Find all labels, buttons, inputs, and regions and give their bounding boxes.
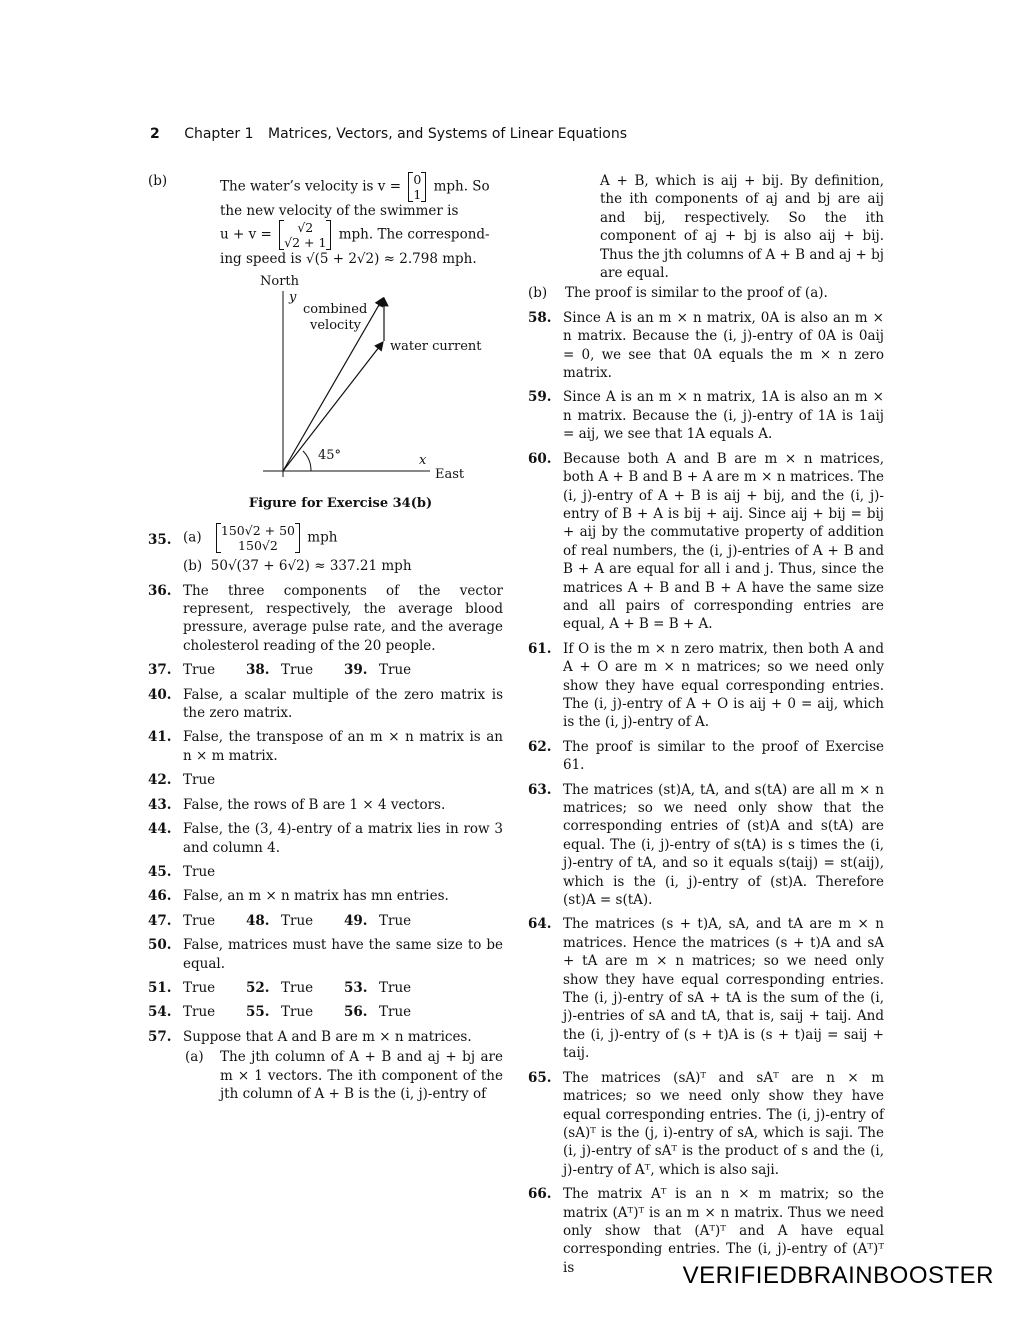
exercise-41: 41. False, the transpose of an m × n matrix is an n × m matrix. [148,729,503,764]
exercise-45: 45. True [148,863,216,880]
exercise-57a-continued: A + B, which is aij + bij. By definition, the ith components of aj and bj are aij and bij, respectively. So the ith component of aj + bj is also aij + bij. Thus the jth columns of A + B and aj + bj are equal. [600,173,884,282]
exercise-65: 65. The matrices (sA)ᵀ and sAᵀ are n × m matrices; so we need only show they have equal corresponding entries. The (i, j)-entry of (sA)ᵀ is the (j, i)-entry of sA, which is saji. The (i, j)-entry of sAᵀ is the product of s and the (i, j)-entry of Aᵀ, which is also saji. [528,1069,884,1178]
figure-caption: Figure for Exercise 34(b) [248,495,433,511]
exercise-57a: (a) The jth column of A + B and aj + bj are m × 1 vectors. The ith component of the jth column of A + B is the (i, j)-entry of [185,1049,503,1102]
exercise-57: 57. Suppose that A and B are m × n matrices. [148,1028,472,1045]
exercise-34b: (b) The water’s velocity is v = 0 1 mph. So the new velocity of the swimmer is u + v = √2 √2 + 1 mph. The correspond- ing speed is √(5 + 2√2) ≈ 2.798 mph. [148,172,490,268]
exercise-44: 44. False, the (3, 4)-entry of a matrix lies in row 3 and column 4. [148,821,503,856]
right-column [528,172,884,1283]
exercises-37-39: 37. True 38. True 39. True [148,662,412,679]
y-label: y [289,289,297,305]
exercise-59: 59. Since A is an m × n matrix, 1A is also an m × n matrix. Because the (i, j)-entry of 1A is 1aij = aij, we see that 1A equals A. [528,389,884,443]
exercise-62: 62. The proof is similar to the proof of Exercise 61. [528,738,884,774]
velocity-label: velocity [310,317,362,333]
exercises-47-49: 47. True 48. True 49. True [148,912,412,929]
exercise-46: 46. False, an m × n matrix has mn entries. [148,888,449,905]
exercise-35: 35. (a) 150√2 + 50 150√2 mph (b) 50√(37 + 6√2) ≈ 337.21 mph [148,523,412,575]
exercise-40: 40. False, a scalar multiple of the zero matrix is the zero matrix. [148,686,503,722]
angle-arc [303,451,311,471]
page-number: 2 [150,126,160,142]
chapter-label: Chapter 1 [184,126,254,142]
water-velocity-vector: 0 1 [408,172,426,202]
running-header [150,126,627,142]
velocity-figure [148,271,503,491]
exercise-57b: (b) The proof is similar to the proof of (a). [528,285,828,302]
exercise-36: 36. The three components of the vector represent, respectively, the average blood pressure, average pulse rate, and the average cholesterol reading of the 20 people. [148,582,503,654]
exercises-54-56: 54. True 55. True 56. True [148,1004,412,1021]
watermark: VERIFIEDBRAINBOOSTER [682,1262,994,1289]
exercise-43: 43. False, the rows of B are 1 × 4 vectors. [148,796,446,813]
exercise-58: 58. Since A is an m × n matrix, 0A is also an m × n matrix. Because the (i, j)-entry of 0A is 0aij = 0, we see that 0A equals the m × n zero matrix. [528,309,884,382]
exercise-64: 64. The matrices (s + t)A, sA, and tA are m × n matrices. Hence the matrices (s + t)A and sA + tA are m × n matrices; so we need only show they have equal corresponding entries. The (i, j)-entry of sA + tA is the sum of the (i, j)-entries of sA and tA, that is, saij + taij. And the (i, j)-entry of (s + t)A is (s + t)aij = saij + taij. [528,916,884,1062]
north-label: North [260,273,300,289]
exercise-61: 61. If O is the m × n zero matrix, then both A and A + O are m × n matrices; so we need only show they have equal corresponding entries. The (i, j)-entry of A + O is aij + 0 = aij, which is the (i, j)-entry of A. [528,640,884,731]
exercises-51-53: 51. True 52. True 53. True [148,979,412,996]
left-column [148,172,503,1103]
combined-label: combined [303,301,368,317]
ex35-vector: 150√2 + 50 150√2 [216,523,300,553]
exercise-42: 42. True [148,772,216,789]
exercise-63: 63. The matrices (st)A, tA, and s(tA) are all m × n matrices; so we need only show that the corresponding entries of (st)A and s(tA) are equal. The (i, j)-entry of s(tA) is s times the (i, j)-entry of tA, and so it equals s(taij) = st(aij), which is the (i, j)-entry of (st)A. Therefore (st)A = s(tA). [528,781,884,909]
exercise-60: 60. Because both A and B are m × n matrices, both A + B and B + A are m × n matrices. The (i, j)-entry of A + B is aij + bij, and the (i, j)-entry of B + A is bij + aij. Since aij + bij = bij + aij by the commutative property of addition of real numbers, the (i, j)-entries of A + B and B + A are equal for all i and j. Thus, since the matrices A + B and B + A have the same size and all pairs of corresponding entries are equal, A + B = B + A. [528,450,884,633]
chapter-title: Matrices, Vectors, and Systems of Linear Equations [268,126,628,142]
angle-label: 45° [318,447,342,463]
new-velocity-vector: √2 √2 + 1 [279,220,331,250]
water-current-label: water current [390,338,482,354]
east-label: East [435,466,465,482]
exercise-66: 66. The matrix Aᵀ is an n × m matrix; so the matrix (Aᵀ)ᵀ is an m × n matrix. Thus we need only show that (Aᵀ)ᵀ and A have equal corresponding entries. The (i, j)-entry of (Aᵀ)ᵀ is [528,1186,884,1276]
exercise-50: 50. False, matrices must have the same size to be equal. [148,937,503,972]
x-label: x [419,452,427,468]
